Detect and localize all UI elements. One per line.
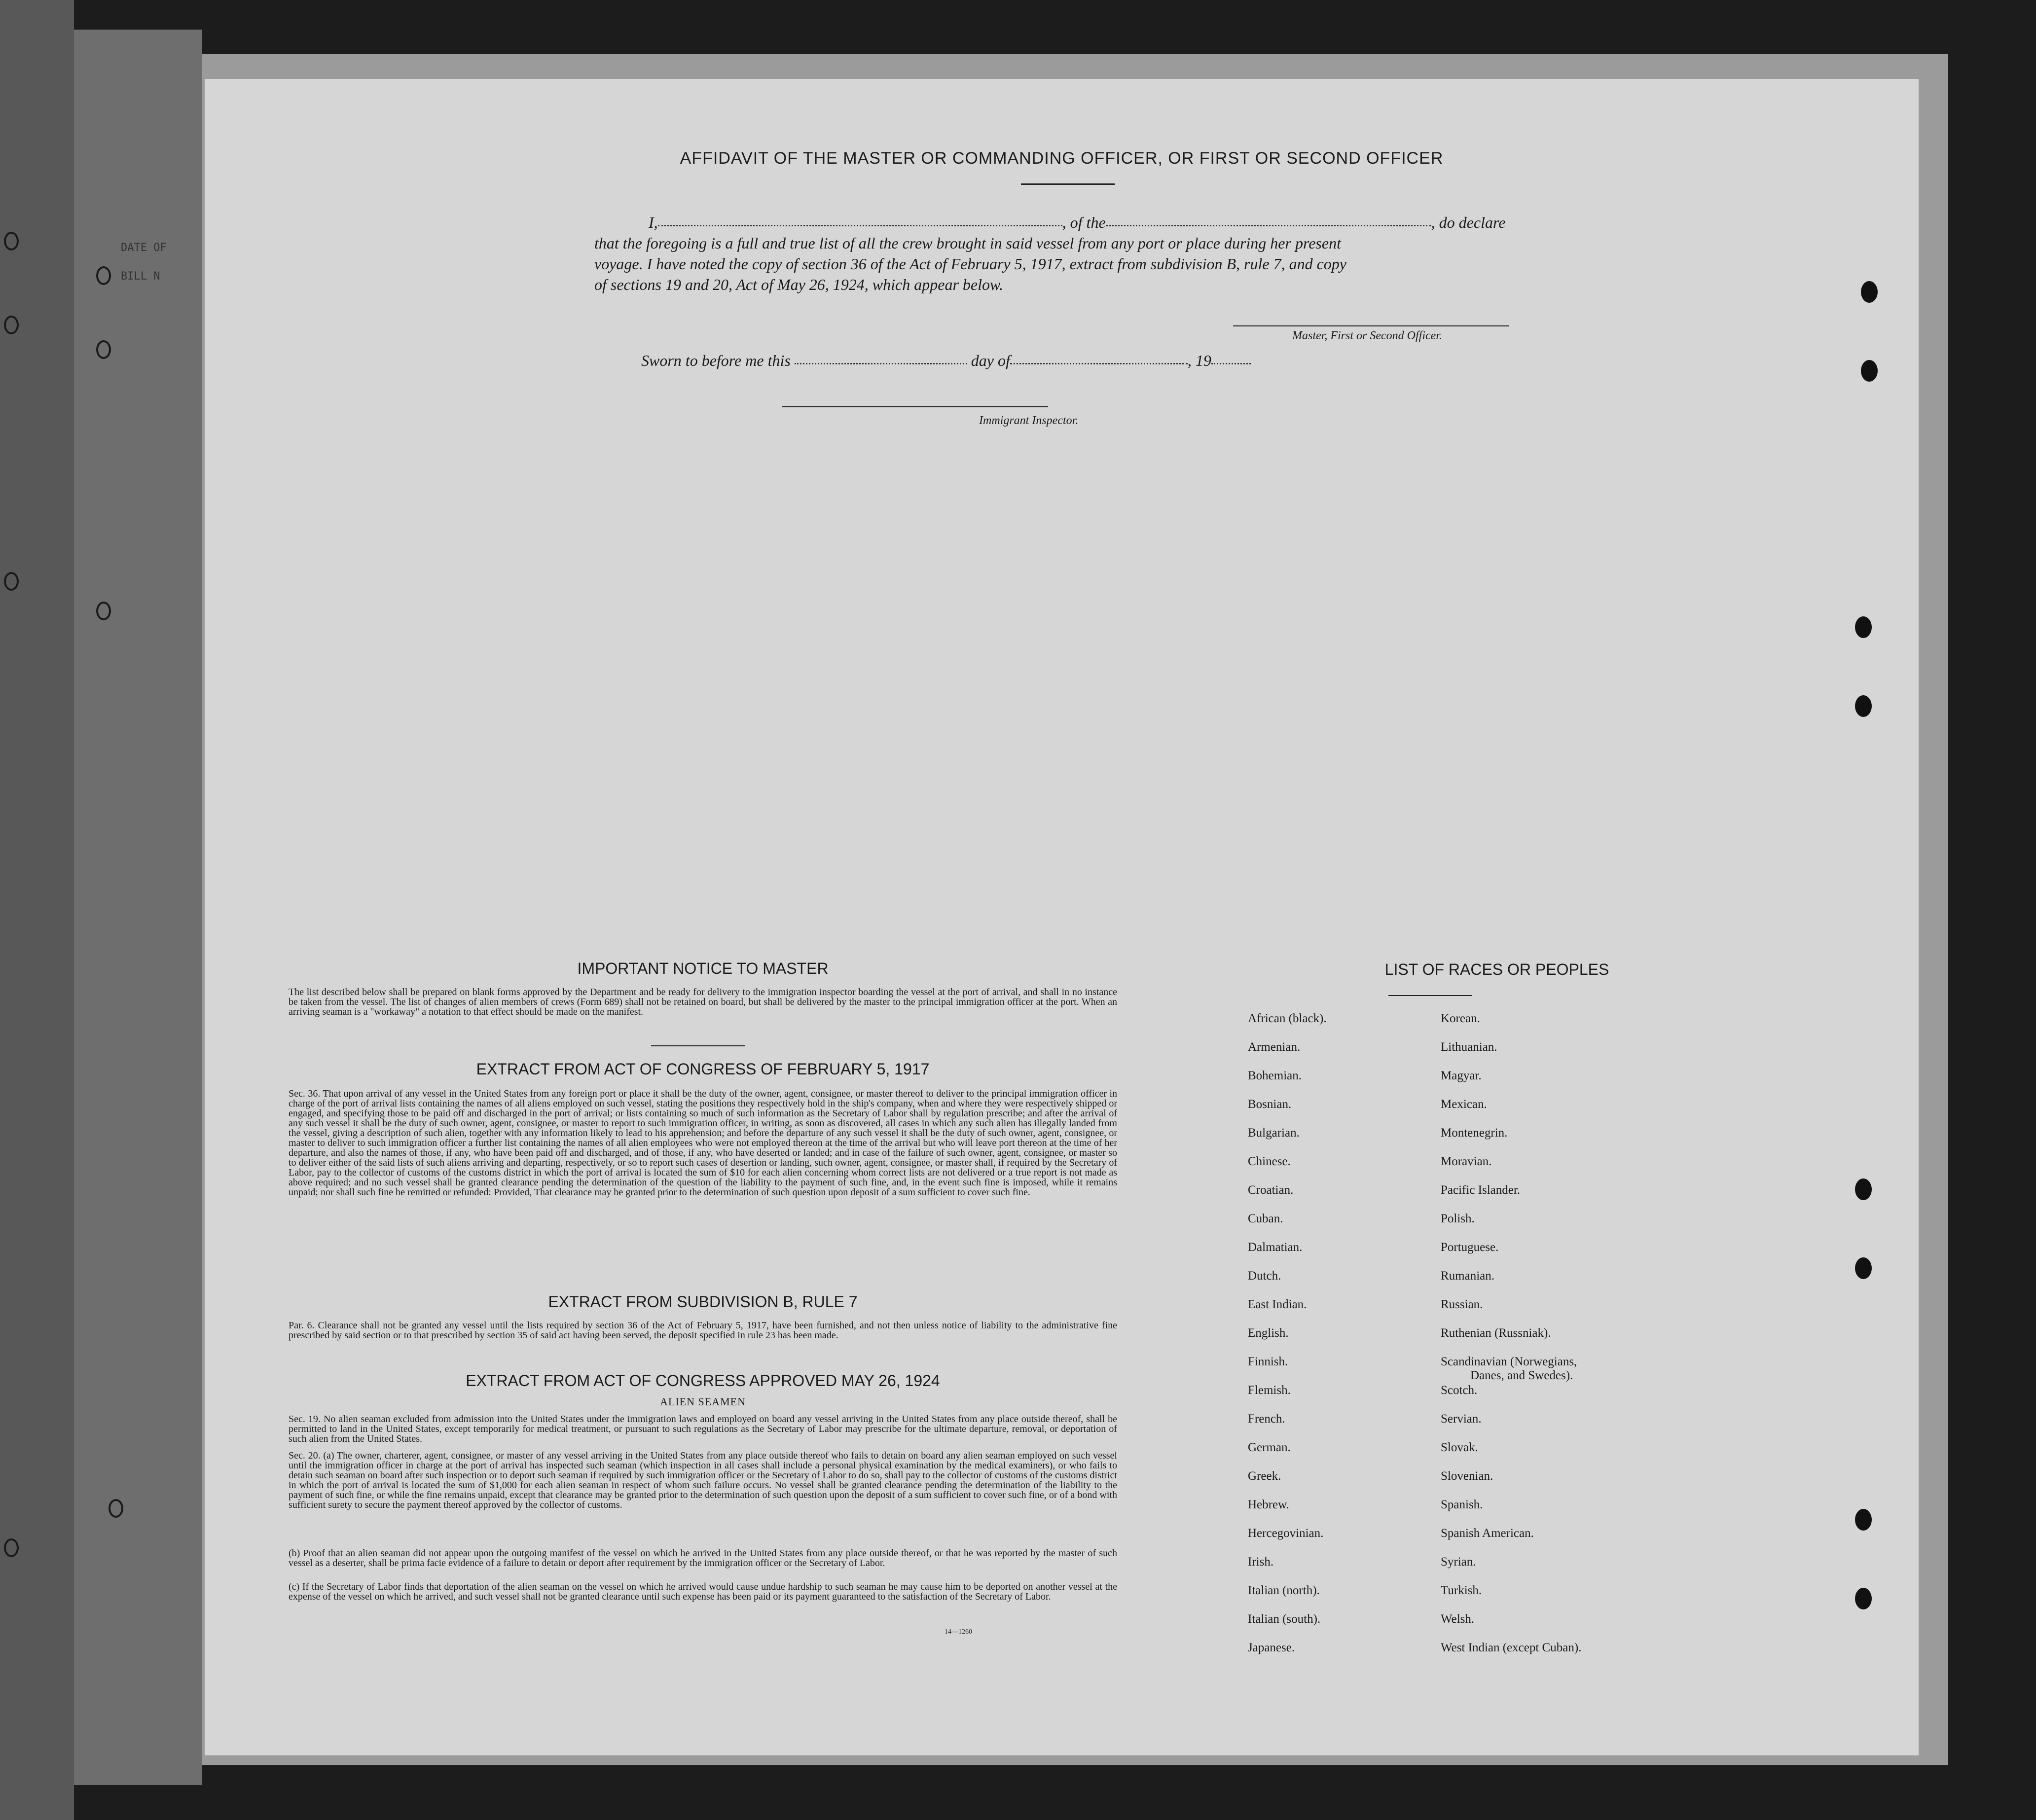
punch-hole-icon [1855, 616, 1872, 638]
margin-bill-no: BILL N [121, 270, 160, 283]
race-item: Russian. [1441, 1298, 1483, 1311]
race-item: Chinese. [1248, 1155, 1291, 1168]
punch-hole-icon [1861, 360, 1878, 382]
races-title-rule [1388, 995, 1472, 996]
race-item: Servian. [1441, 1412, 1482, 1426]
binder-ring-icon [96, 266, 111, 285]
race-item: Portuguese. [1441, 1241, 1499, 1254]
race-item: Moravian. [1441, 1155, 1492, 1168]
race-item: Dutch. [1248, 1269, 1281, 1283]
punch-hole-icon [1855, 1588, 1872, 1609]
race-item: Croatian. [1248, 1183, 1294, 1197]
document-page [205, 79, 1919, 1755]
binder-ring-icon [4, 572, 19, 591]
master-signature-label: Master, First or Second Officer. [1292, 329, 1442, 342]
race-item: Spanish American. [1441, 1527, 1534, 1540]
punch-hole-icon [1855, 695, 1872, 717]
act-1924-sec19: Sec. 19. No alien seaman excluded from admission into the United States under the immigration laws and employed on board any vessel arriving in the United States from any place outside thereof, shall be permitted to land in the United States, except temporarily for medical treatment, or pursuant to such regulations as the Secretary of Labor may prescribe for the ultimate departure, removal, or deportation of such alien from the United States. [289, 1414, 1117, 1444]
rule-7-text: Par. 6. Clearance shall not be granted any vessel until the lists required by section 36 of the Act of February 5, 1917, have been furnished, and not then unless notice of liability to the administrative fine prescribed by said section or to that prescribed by section 35 of said act having been served, the deposit specified in rule 23 has been made. [289, 1320, 1117, 1341]
sworn-line: Sworn to before me this day of , 19 [641, 350, 1529, 371]
race-item: African (black). [1248, 1012, 1327, 1025]
binder-ring-icon [96, 340, 111, 359]
race-item: Finnish. [1248, 1355, 1288, 1368]
punch-hole-icon [1855, 1257, 1872, 1279]
race-item: Cuban. [1248, 1212, 1283, 1225]
race-item: Italian (north). [1248, 1584, 1320, 1597]
race-item: Mexican. [1441, 1098, 1487, 1111]
race-item: Pacific Islander. [1441, 1183, 1521, 1197]
race-item: East Indian. [1248, 1298, 1307, 1311]
act-1917-title: EXTRACT FROM ACT OF CONGRESS OF FEBRUARY 5, 1917 [476, 1060, 930, 1078]
race-item: Slovenian. [1441, 1469, 1493, 1483]
race-item: Japanese. [1248, 1641, 1295, 1654]
master-signature-line [1233, 325, 1509, 326]
binder-ring-icon [96, 602, 111, 620]
alien-seamen-subtitle: ALIEN SEAMEN [660, 1395, 746, 1408]
inspector-signature-label: Immigrant Inspector. [979, 414, 1079, 427]
binder-ring-icon [4, 232, 19, 250]
race-item: Lithuanian. [1441, 1040, 1497, 1054]
affidavit-declaration-line: I, , of the , do declare [649, 214, 1506, 231]
title-rule [1021, 183, 1115, 185]
affidavit-title: AFFIDAVIT OF THE MASTER OR COMMANDING OFFICER, OR FIRST OR SECOND OFFICER [680, 149, 1444, 168]
race-item: Dalmatian. [1248, 1241, 1303, 1254]
punch-hole-icon [1855, 1178, 1872, 1200]
race-item: Syrian. [1441, 1555, 1476, 1569]
race-item: German. [1248, 1441, 1291, 1454]
race-item: Bosnian. [1248, 1098, 1292, 1111]
race-item: Welsh. [1441, 1612, 1475, 1626]
inspector-signature-line [782, 406, 1048, 407]
punch-hole-icon [1861, 281, 1878, 303]
race-item: West Indian (except Cuban). [1441, 1641, 1582, 1654]
race-item: French. [1248, 1412, 1285, 1426]
affidavit-text-line: of sections 19 and 20, Act of May 26, 1924, which appear below. [594, 276, 1003, 293]
race-item: Hercegovinian. [1248, 1527, 1324, 1540]
race-item: Bulgarian. [1248, 1126, 1300, 1140]
notice-text: The list described below shall be prepared on blank forms approved by the Department and be ready for delivery to the immigration inspector boarding the vessel at the port of arrival, and shall in no instance be taken from the vessel. The list of changes of alien members of crews (Form 689) shall not be retained on board, but shall be delivered by the master to the principal immigration officer at the port. When an arriving seaman is a "workaway" a notation to that effect should be made on the manifest. [289, 987, 1117, 1017]
race-item: Irish. [1248, 1555, 1274, 1569]
form-number: 14—1260 [945, 1628, 972, 1636]
race-item: English. [1248, 1326, 1289, 1340]
act-1924-title: EXTRACT FROM ACT OF CONGRESS APPROVED MAY 26, 1924 [466, 1372, 940, 1390]
binder-ring-icon [4, 1538, 19, 1557]
affidavit-text-line: that the foregoing is a full and true list of all the crew brought in said vessel from any port or place during her present [594, 234, 1341, 252]
section-rule [651, 1045, 745, 1046]
binder-ring-icon [109, 1499, 123, 1518]
race-item: Montenegrin. [1441, 1126, 1508, 1140]
race-item: Hebrew. [1248, 1498, 1289, 1511]
race-item: Spanish. [1441, 1498, 1483, 1511]
act-1924-sec20a: Sec. 20. (a) The owner, charterer, agent, consignee, or master of any vessel arriving in the United States from any place outside thereof who fails to detain on board any alien seaman employed on such vessel until the immigration officer in charge at the port of arrival has inspected such seaman (which inspection in all cases shall include a personal physical examination by the medical examiners), or who fails to detain such seaman on board after such inspection or to deport such seaman if required by such immigration officer or the Secretary of Labor to do so, shall pay to the collector of customs of the customs district in which the port of arrival is located the sum of $1,000 for each alien seaman in respect of whom such failure occurs. No vessel shall be granted clearance pending the determination of the liability to the payment of such fine, or while the fine remains unpaid, except that clearance may be granted prior to the determination of such question upon the deposit of a sum sufficient to cover such fine, or of a bond with sufficient surety to secure the payment thereof approved by the collector of customs. [289, 1450, 1117, 1510]
punch-hole-icon [1855, 1509, 1872, 1531]
race-item: Bohemian. [1248, 1069, 1302, 1082]
race-item: Italian (south). [1248, 1612, 1321, 1626]
race-item: Danes, and Swedes). [1470, 1369, 1573, 1382]
race-item: Polish. [1441, 1212, 1475, 1225]
race-item: Korean. [1441, 1012, 1480, 1025]
race-item: Magyar. [1441, 1069, 1482, 1082]
race-item: Rumanian. [1441, 1269, 1495, 1283]
binder-strip [74, 30, 202, 1785]
race-item: Greek. [1248, 1469, 1281, 1483]
races-title: LIST OF RACES OR PEOPLES [1384, 961, 1609, 978]
binder-ring-icon [4, 316, 19, 334]
race-item: Scotch. [1441, 1384, 1478, 1397]
affidavit-text-line: voyage. I have noted the copy of section 36 of the Act of February 5, 1917, extract from subdivision B, rule 7, and copy [594, 255, 1346, 273]
race-item: Flemish. [1248, 1384, 1291, 1397]
race-item: Armenian. [1248, 1040, 1301, 1054]
notice-title: IMPORTANT NOTICE TO MASTER [577, 960, 829, 977]
rule-7-title: EXTRACT FROM SUBDIVISION B, RULE 7 [548, 1293, 858, 1311]
act-1924-sec20c: (c) If the Secretary of Labor finds that deportation of the alien seaman on the vessel on which he arrived would cause undue hardship to such seaman he may cause him to be deported on another vessel at the expense of the vessel on which he arrived, and such vessel shall not be granted clearance until such expense has been paid or its payment guaranteed to the satisfaction of the Secretary of Labor. [289, 1581, 1117, 1602]
race-item: Scandinavian (Norwegians, [1441, 1355, 1577, 1368]
race-item: Ruthenian (Russniak). [1441, 1326, 1551, 1340]
race-item: Slovak. [1441, 1441, 1478, 1454]
margin-date-of: DATE OF [121, 242, 167, 254]
act-1924-sec20b: (b) Proof that an alien seaman did not appear upon the outgoing manifest of the vessel on which he arrived in the United States from any place outside thereof, or that he was reported by the master of such vessel as a deserter, shall be prima facie evidence of a failure to detain or deport after requirement by the immigration officer or the Secretary of Labor. [289, 1548, 1117, 1569]
act-1917-text: Sec. 36. That upon arrival of any vessel in the United States from any foreign port or place it shall be the duty of the owner, agent, consignee, or master thereof to deliver to the principal immigration officer in charge of the port of arrival lists containing the names of all aliens employed on such vessel, stating the positions they respectively hold in the ship's company, when and where they were respectively shipped or engaged, and specifying those to be paid off and discharged in the port of arrival; or lists containing so much of such information as the Secretary of Labor shall by regulation prescribe; and after the arrival of any such vessel it shall be the duty of such owner, agent, consignee, or master to report to such immigration officer, in writing, as soon as discovered, all cases in which any such alien has illegally landed from the vessel, giving a description of such alien, together with any information likely to lead to his apprehension; and before the departure of any such vessel it shall be the duty of such owner, agent, consignee, or master to deliver to such immigration officer a further list containing the names of all alien employees who were not employed thereon at the time of the arrival but who will leave port thereon at the time of her departure, and also the names of those, if any, who have been paid off and discharged, and of those, if any, who have deserted or landed; and in case of the failure of such owner, agent, consignee, or master so to deliver either of the said lists of such aliens arriving and departing, respectively, or so to report such cases of desertion or landing, such owner, agent, consignee, or master shall, if required by the Secretary of Labor, pay to the collector of customs of the customs district in which the port of arrival is located the sum of $10 for each alien concerning whom correct lists are not delivered or a true report is not made as above required; and no such vessel shall be granted clearance pending the determination of the question of the liability to the payment of such fine, and, in the event such fine is imposed, while it remains unpaid; nor shall such fine be remitted or refunded: Provided, That clearance may be granted prior to the determination of such question upon deposit of a sum sufficient to cover such fine. [289, 1088, 1117, 1198]
race-item: Turkish. [1441, 1584, 1482, 1597]
